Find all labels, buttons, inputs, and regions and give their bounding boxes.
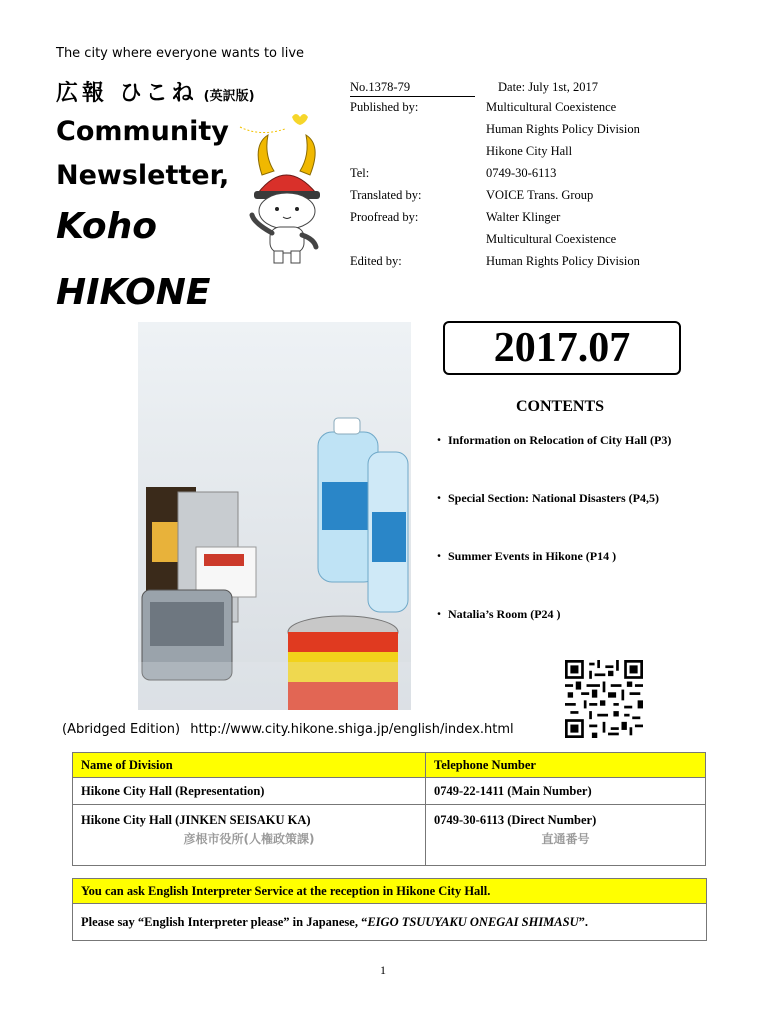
tagline: The city where everyone wants to live — [56, 46, 305, 61]
divider — [350, 96, 475, 97]
info-value: Walter Klinger — [486, 209, 561, 224]
info-label: Tel: — [350, 165, 370, 180]
interpreter-body — [73, 904, 706, 940]
edition-label: (Abridged Edition) — [62, 722, 181, 737]
info-value: Multicultural Coexistence — [486, 231, 617, 246]
table-cell: 0749-22-1411 (Main Number) — [426, 778, 706, 805]
table-row — [73, 805, 706, 866]
title-hikone: HIKONE — [56, 272, 211, 313]
telephone-number: 0749-30-6113 (Direct Number) — [434, 813, 597, 827]
table-cell: Hikone City Hall (Representation) — [73, 778, 426, 805]
title-community: Community — [56, 116, 229, 147]
table-cell — [73, 805, 426, 866]
contents-item: ・ Information on Relocation of City Hall (P3) — [433, 433, 672, 447]
issue-number: No.1378-79 — [350, 79, 411, 94]
interpreter-box — [72, 878, 707, 941]
info-label: Published by: — [350, 99, 419, 114]
table-row — [73, 778, 706, 805]
info-value: Human Rights Policy Division — [486, 121, 640, 136]
jp-title-text: 広報 ひこね — [56, 81, 198, 106]
table-header-cell: Name of Division — [73, 753, 426, 778]
table-header-cell: Telephone Number — [426, 753, 706, 778]
emergency-supplies-photo — [138, 322, 411, 710]
title-newsletter: Newsletter, — [56, 160, 230, 191]
info-value: Hikone City Hall — [486, 143, 573, 158]
division-name: Hikone City Hall (JINKEN SEISAKU KA) — [81, 813, 311, 827]
qr-code-icon[interactable] — [565, 660, 643, 738]
contents-item: ・ Special Section: National Disasters (P4,5) — [433, 491, 659, 505]
info-value: 0749-30-6113 — [486, 165, 557, 180]
issue-date: Date: July 1st, 2017 — [498, 79, 598, 94]
interpreter-body-prefix: Please say “English Interpreter please” in Japanese, “ — [81, 915, 368, 929]
jp-title — [56, 76, 255, 107]
telephone-number-jp: 直通番号 — [541, 832, 590, 846]
info-label: Translated by: — [350, 187, 422, 202]
page-number: 1 — [380, 963, 386, 977]
info-value: Multicultural Coexistence — [486, 99, 617, 114]
edition-line — [62, 722, 514, 737]
contents-title: CONTENTS — [516, 398, 605, 415]
publication-info — [350, 78, 730, 272]
contents-item: ・ Natalia’s Room (P24 ) — [433, 607, 561, 621]
division-table — [72, 752, 706, 866]
info-value: VOICE Trans. Group — [486, 187, 594, 202]
mascot-illustration — [230, 105, 340, 265]
title-koho: Koho — [56, 206, 158, 247]
website-link[interactable]: http://www.city.hikone.shiga.jp/english/index.html — [190, 722, 514, 737]
interpreter-phrase: EIGO TSUUYAKU ONEGAI SHIMASU — [367, 915, 579, 929]
info-value: Human Rights Policy Division — [486, 253, 640, 268]
interpreter-heading: You can ask English Interpreter Service at the reception in Hikone City Hall. — [73, 879, 706, 904]
issue-year-box: 2017.07 — [443, 321, 681, 375]
info-label: Proofread by: — [350, 209, 419, 224]
jp-title-suffix: (英訳版) — [203, 89, 255, 104]
division-name-jp: 彦根市役所(人権政策課) — [183, 832, 315, 846]
table-header-row — [73, 753, 706, 778]
interpreter-body-suffix: ”. — [578, 915, 588, 929]
info-label: Edited by: — [350, 253, 402, 268]
table-cell — [426, 805, 706, 866]
contents-item: ・ Summer Events in Hikone (P14 ) — [433, 549, 617, 563]
